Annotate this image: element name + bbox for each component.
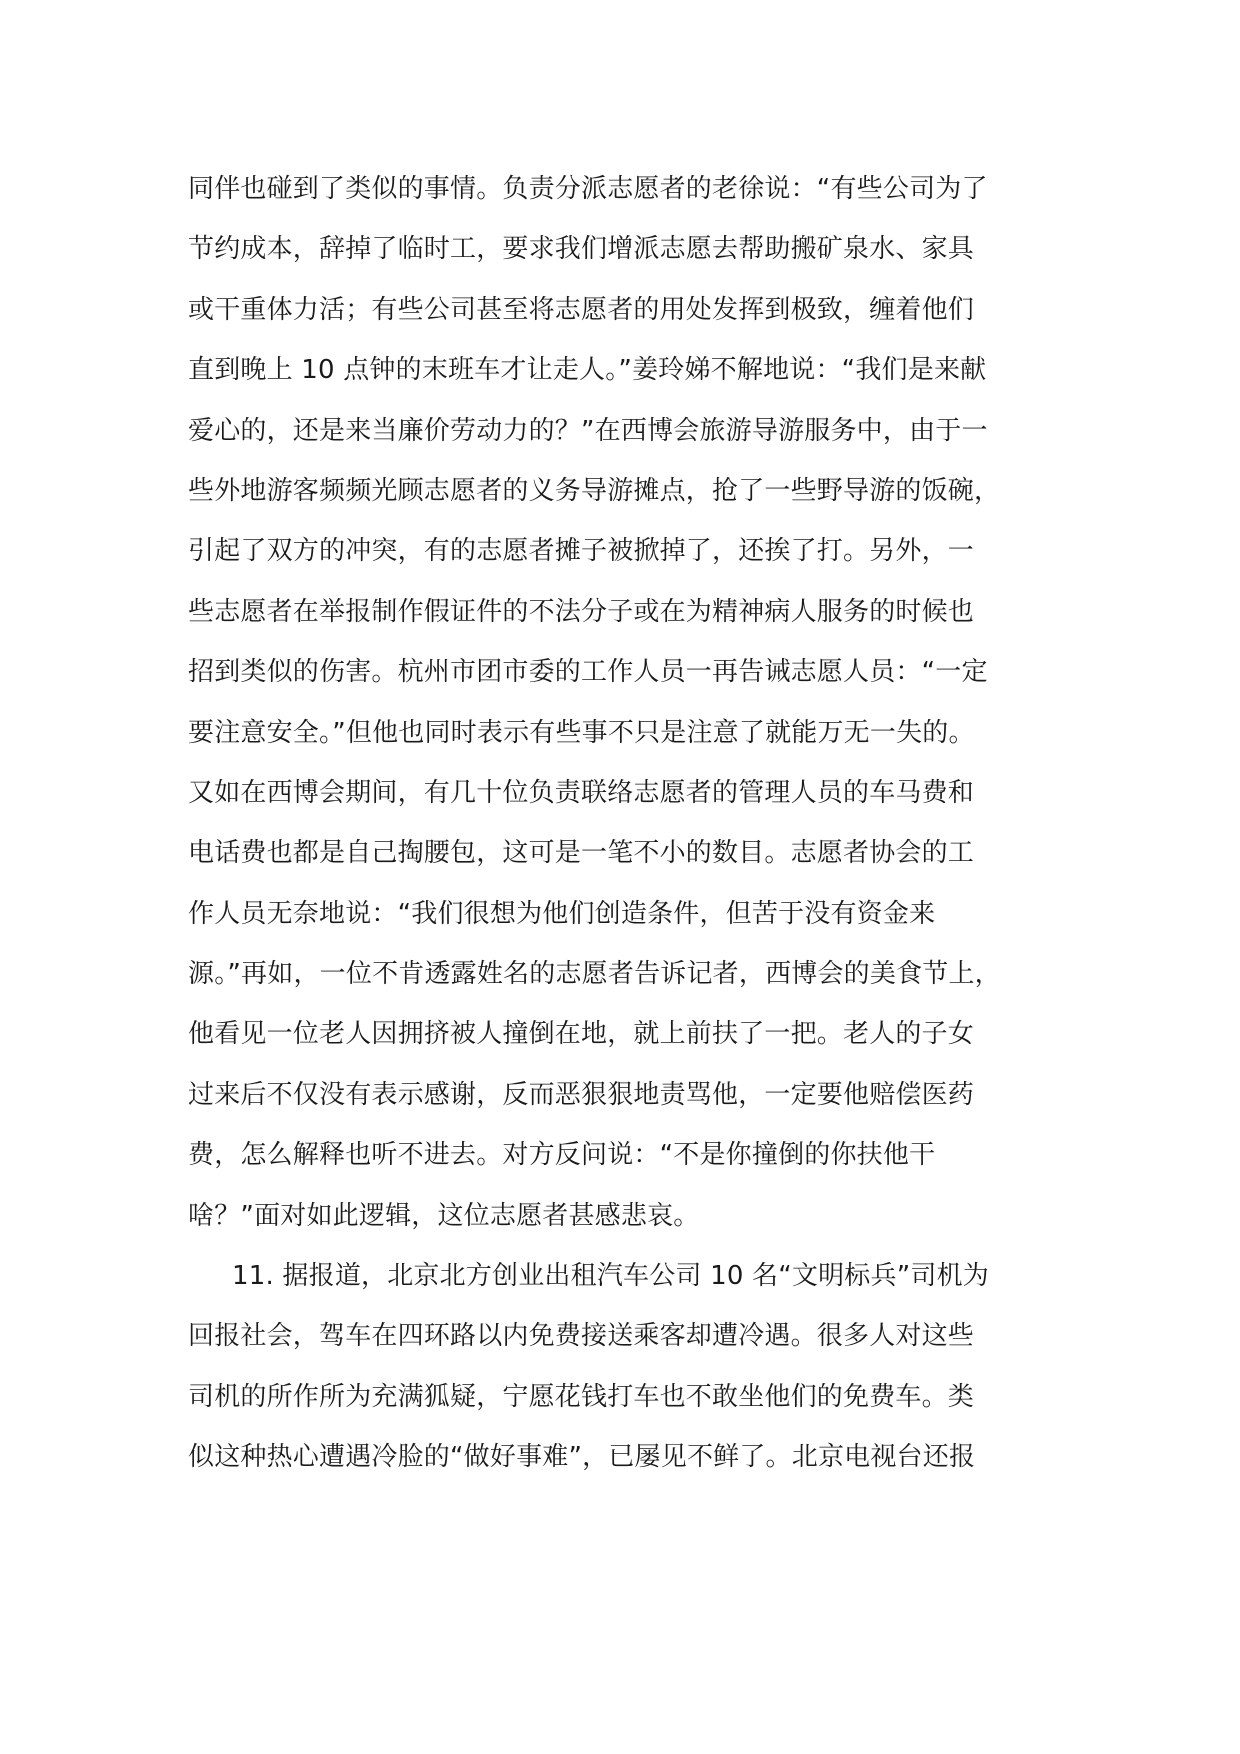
text-line: 过来后不仅没有表示感谢，反而恶狠狠地责骂他，一定要他赔偿医药 (188, 1079, 975, 1110)
paragraph-start-line: 11. 据报道，北京北方创业出租汽车公司 10 名“文明标兵”司机为 (232, 1261, 989, 1292)
text-line: 爱心的，还是来当廉价劳动力的？”在西博会旅游导游服务中，由于一 (188, 415, 988, 446)
text-line: 他看见一位老人因拥挤被人撞倒在地，就上前扶了一把。老人的子女 (188, 1019, 975, 1050)
text-line: 源。”再如，一位不肯透露姓名的志愿者告诉记者，西博会的美食节上， (188, 959, 1001, 990)
text-line: 又如在西博会期间，有几十位负责联络志愿者的管理人员的车马费和 (188, 777, 975, 808)
text-line: 作人员无奈地说：“我们很想为他们创造条件，但苦于没有资金来 (188, 898, 936, 929)
text-line: 同伴也碰到了类似的事情。负责分派志愿者的老徐说：“有些公司为了 (188, 174, 988, 204)
text-line: 啥？”面对如此逻辑，这位志愿者甚感悲哀。 (188, 1200, 700, 1231)
text-line: 招到类似的伤害。杭州市团市委的工作人员一再告诫志愿人员：“一定 (188, 657, 988, 688)
text-line: 或干重体力活；有些公司甚至将志愿者的用处发挥到极致，缠着他们 (188, 294, 975, 325)
body-text (188, 171, 1088, 1500)
text-line: 节约成本，辞掉了临时工，要求我们增派志愿去帮助搬矿泉水、家具 (188, 234, 975, 265)
text-line: 些外地游客频频光顾志愿者的义务导游摊点，抢了一些野导游的饭碗， (188, 475, 1001, 506)
text-line: 司机的所作所为充满狐疑，宁愿花钱打车也不敢坐他们的免费车。类 (188, 1381, 975, 1412)
text-line: 引起了双方的冲突，有的志愿者摊子被掀掉了，还挨了打。另外，一 (188, 536, 975, 567)
text-line: 要注意安全。”但他也同时表示有些事不只是注意了就能万无一失的。 (188, 717, 975, 748)
text-line: 直到晚上 10 点钟的末班车才让走人。”姜玲娣不解地说：“我们是来献 (188, 355, 987, 386)
text-line: 些志愿者在举报制作假证件的不法分子或在为精神病人服务的时候也 (188, 596, 975, 627)
text-line: 回报社会，驾车在四环路以内免费接送乘客却遭冷遇。很多人对这些 (188, 1321, 975, 1352)
text-line: 费，怎么解释也听不进去。对方反问说：“不是你撞倒的你扶他干 (188, 1140, 936, 1171)
text-line: 电话费也都是自己掏腰包，这可是一笔不小的数目。志愿者协会的工 (188, 838, 975, 869)
text-line: 似这种热心遭遇冷脸的“做好事难”，已屡见不鲜了。北京电视台还报 (188, 1442, 976, 1473)
